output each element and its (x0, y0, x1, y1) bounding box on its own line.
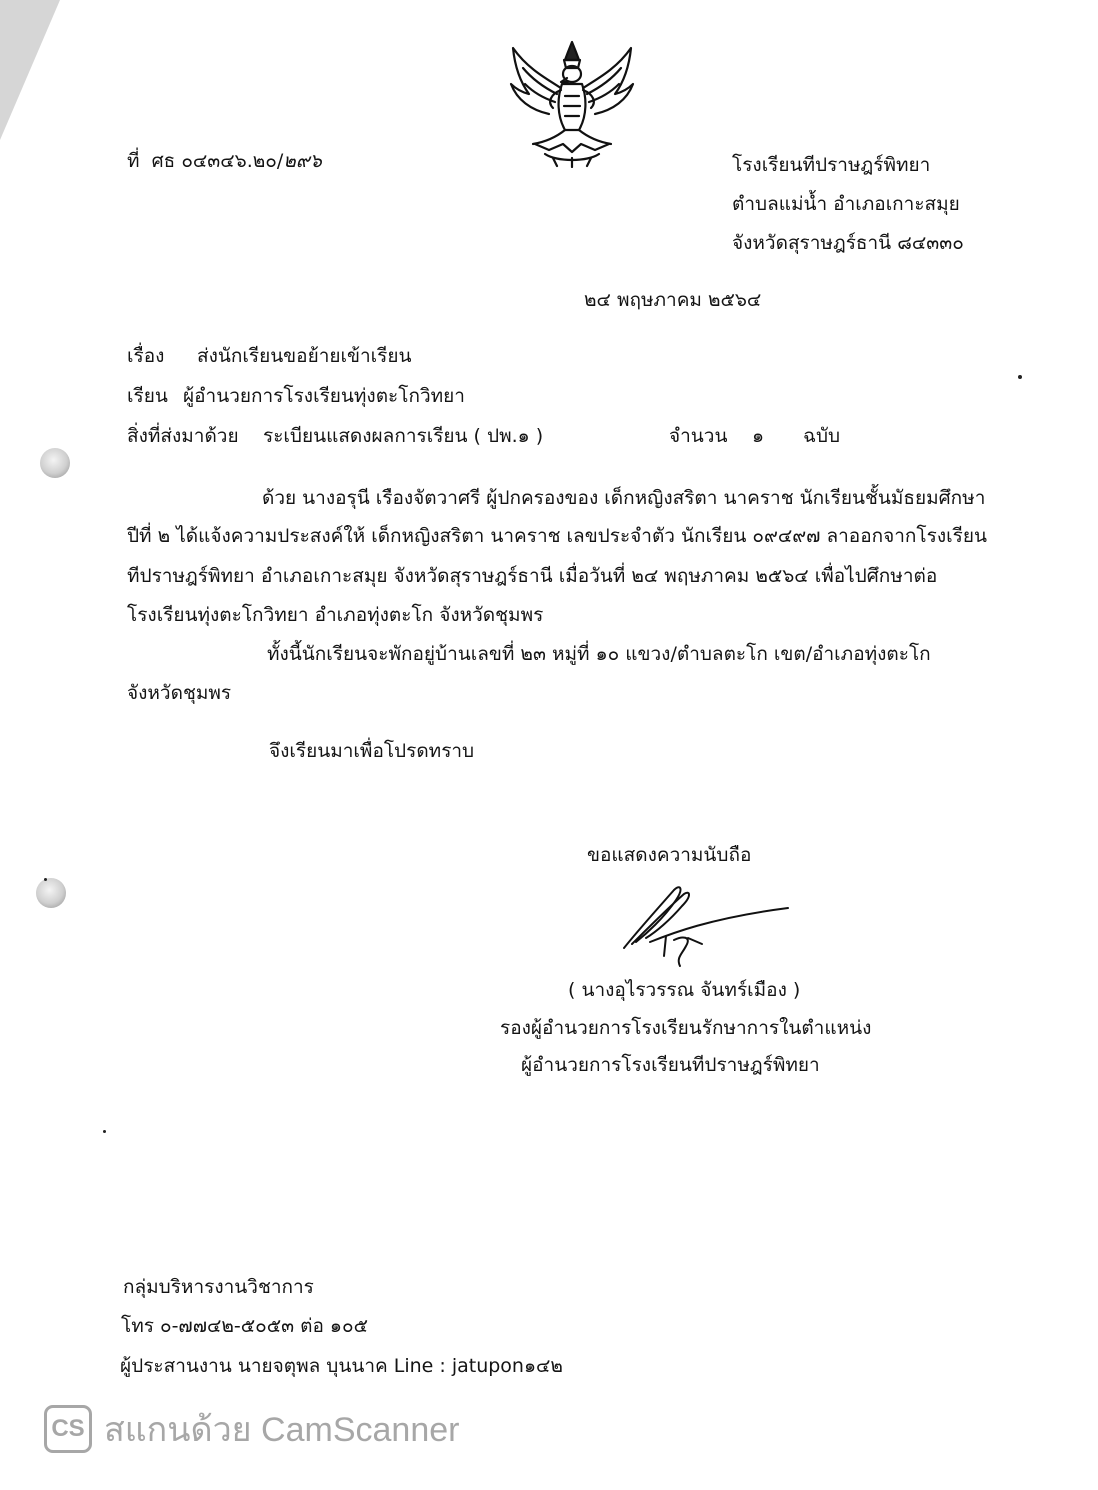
watermark-text: สแกนด้วย CamScanner (104, 1411, 460, 1449)
punch-hole-bottom (36, 878, 66, 908)
enclosure-text: ระเบียนแสดงผลการเรียน ( ปพ.๑ ) (263, 425, 544, 447)
footer-coordinator: ผู้ประสานงาน นายจตุพล บุนนาค Line : jatupon๑๔๒ (120, 1355, 563, 1377)
signer-position: รองผู้อำนวยการโรงเรียนรักษาการในตำแหน่ง (500, 1017, 872, 1039)
scan-speck (1018, 375, 1022, 379)
sender-address-line: ตำบลแม่น้ำ อำเภอเกาะสมุย (732, 193, 960, 215)
recipient-label: เรียน (127, 385, 168, 407)
scan-speck (44, 878, 47, 881)
closing-request: จึงเรียนมาเพื่อโปรดทราบ (269, 740, 475, 762)
paragraph-line: ทีปราษฎร์พิทยา อำเภอเกาะสมุย จังหวัดสุราษฎร์ธานี เมื่อวันที่ ๒๔ พฤษภาคม ๒๕๖๔ เพื่อไปศึกษาต่อ (127, 565, 938, 587)
handwritten-signature (610, 878, 800, 973)
reference-number: ศธ ๐๔๓๔๖.๒๐/ (151, 150, 284, 172)
paragraph-line: ปีที่ ๒ ได้แจ้งความประสงค์ให้ เด็กหญิงสริตา นาคราช เลขประจำตัว นักเรียน ๐๙๔๙๗ ลาออกจากโรงเรียน (127, 525, 987, 547)
paragraph-line: ด้วย นางอรุนี เรืองจัตวาศรี ผู้ปกครองของ เด็กหญิงสริตา นาคราช นักเรียนชั้นมัธยมศึกษา (262, 487, 986, 509)
signer-name: ( นางอุไรวรรณ จันทร์เมือง ) (568, 979, 801, 1001)
enclosure-label: สิ่งที่ส่งมาด้วย (127, 425, 239, 447)
signer-position: ผู้อำนวยการโรงเรียนทีปราษฎร์พิทยา (521, 1054, 820, 1076)
sender-address-line: จังหวัดสุราษฎร์ธานี ๘๔๓๓๐ (732, 232, 964, 254)
enclosure-count: ๑ (752, 425, 765, 447)
footer-department: กลุ่มบริหารงานวิชาการ (123, 1276, 314, 1298)
punch-hole-top (40, 448, 70, 478)
document-reference (127, 146, 322, 176)
enclosure-unit: ฉบับ (803, 425, 841, 447)
footer-phone: โทร ๐-๗๗๔๒-๕๐๕๓ ต่อ ๑๐๕ (121, 1315, 368, 1337)
scan-corner-shadow (0, 0, 60, 140)
reference-label: ที่ (127, 150, 140, 172)
letter-date: ๒๔ พฤษภาคม ๒๕๖๔ (584, 289, 762, 311)
reference-handwritten-number: ๒๙๖ (283, 150, 322, 172)
enclosure-count-label: จำนวน (669, 425, 728, 447)
paragraph-line: จังหวัดชุมพร (127, 682, 232, 704)
paragraph-line: โรงเรียนทุ่งตะโกวิทยา อำเภอทุ่งตะโก จังหวัดชุมพร (127, 604, 544, 626)
sender-address-line: โรงเรียนทีปราษฎร์พิทยา (732, 154, 931, 176)
scan-speck (103, 1130, 106, 1133)
closing-salutation: ขอแสดงความนับถือ (587, 844, 752, 866)
camscanner-logo-icon: CS (44, 1405, 92, 1453)
camscanner-watermark (44, 1402, 459, 1456)
garuda-emblem-icon (505, 38, 640, 168)
paragraph-line: ทั้งนี้นักเรียนจะพักอยู่บ้านเลขที่ ๒๓ หมู่ที่ ๑๐ แขวง/ตำบลตะโก เขต/อำเภอทุ่งตะโก (267, 643, 931, 665)
subject-label: เรื่อง (127, 345, 165, 367)
subject-text: ส่งนักเรียนขอย้ายเข้าเรียน (197, 345, 412, 367)
recipient-text: ผู้อำนวยการโรงเรียนทุ่งตะโกวิทยา (183, 385, 465, 407)
